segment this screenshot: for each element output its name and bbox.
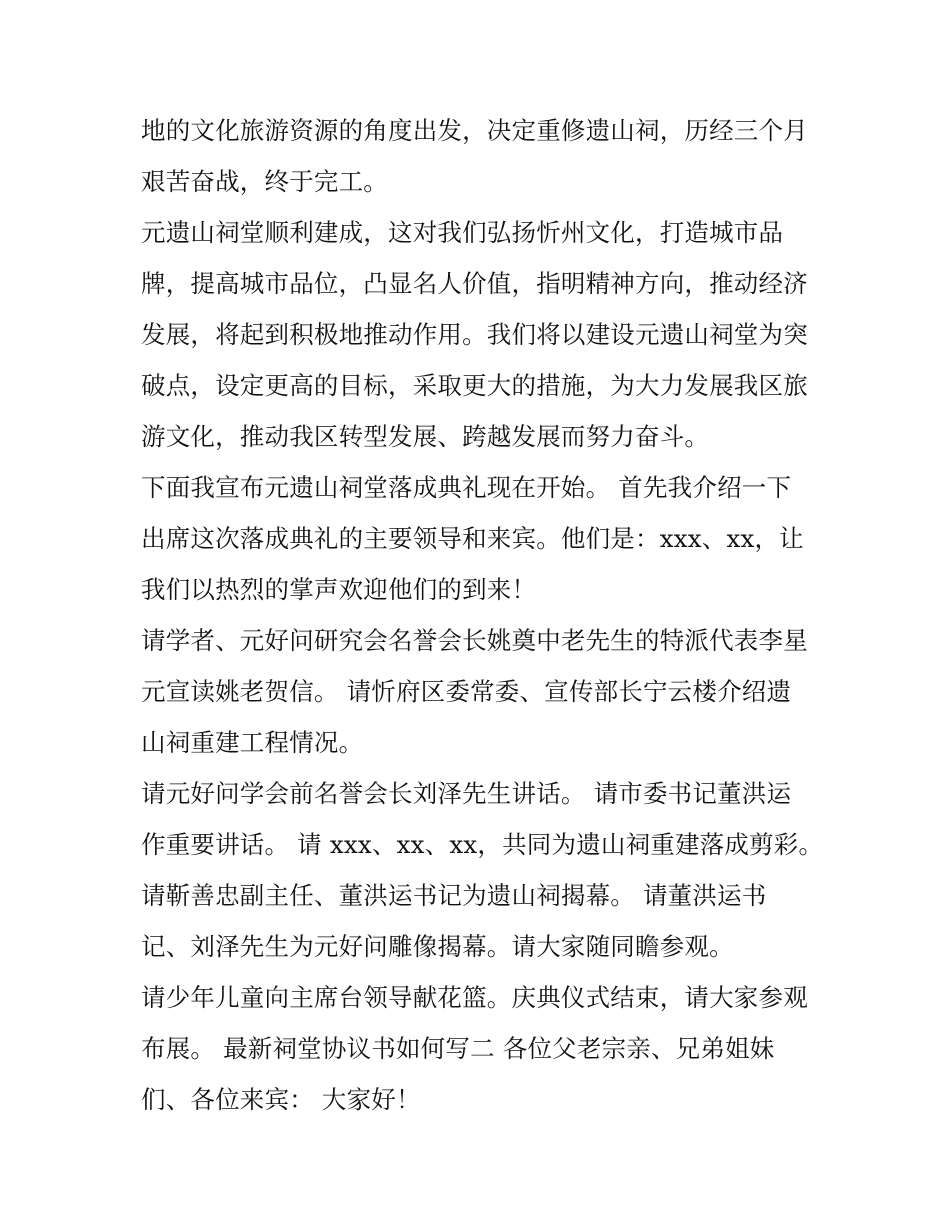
text-line-7: 游文化，推动我区转型发展、跨越发展而努力奋斗。 — [141, 422, 710, 451]
text-line-1: 地的文化旅游资源的角度出发，决定重修遗山祠，历经三个月 — [141, 116, 808, 145]
text-line-19: 布展。 最新祠堂协议书如何写二 各位父老宗亲、兄弟姐妹 — [141, 1034, 775, 1063]
text-line-15: 作重要讲话。 请 xxx、xx、xx，共同为遗山祠重建落成剪彩。 — [141, 830, 824, 859]
text-line-4: 牌，提高城市品位，凸显名人价值，指明精神方向，推动经济 — [141, 269, 808, 298]
text-line-5: 发展，将起到积极地推动作用。我们将以建设元遗山祠堂为突 — [141, 320, 808, 349]
text-line-8: 下面我宣布元遗山祠堂落成典礼现在开始。 首先我介绍一下 — [141, 473, 792, 502]
text-line-3: 元遗山祠堂顺利建成，这对我们弘扬忻州文化，打造城市品 — [141, 218, 784, 247]
text-line-18: 请少年儿童向主席台领导献花篮。庆典仪式结束，请大家参观 — [141, 983, 808, 1012]
text-line-2: 艰苦奋战，终于完工。 — [141, 167, 388, 196]
text-line-11: 请学者、元好问研究会名誉会长姚奠中老先生的特派代表李星 — [141, 626, 808, 655]
text-line-14: 请元好问学会前名誉会长刘泽先生讲话。 请市委书记董洪运 — [141, 779, 792, 808]
text-line-13: 山祠重建工程情况。 — [141, 728, 364, 757]
text-line-10: 我们以热烈的掌声欢迎他们的到来！ — [141, 575, 537, 604]
text-line-16: 请靳善忠副主任、董洪运书记为遗山祠揭幕。 请董洪运书 — [141, 881, 767, 910]
text-line-9: 出席这次落成典礼的主要领导和来宾。他们是：xxx、xx，让 — [141, 524, 804, 553]
text-line-6: 破点，设定更高的目标，采取更大的措施，为大力发展我区旅 — [141, 371, 808, 400]
text-line-12: 元宣读姚老贺信。 请忻府区委常委、宣传部长宁云楼介绍遗 — [141, 677, 792, 706]
text-line-20: 们、各位来宾： 大家好！ — [141, 1085, 421, 1114]
text-line-17: 记、刘泽先生为元好问雕像揭幕。请大家随同瞻参观。 — [141, 932, 734, 961]
document-body — [141, 111, 831, 1131]
